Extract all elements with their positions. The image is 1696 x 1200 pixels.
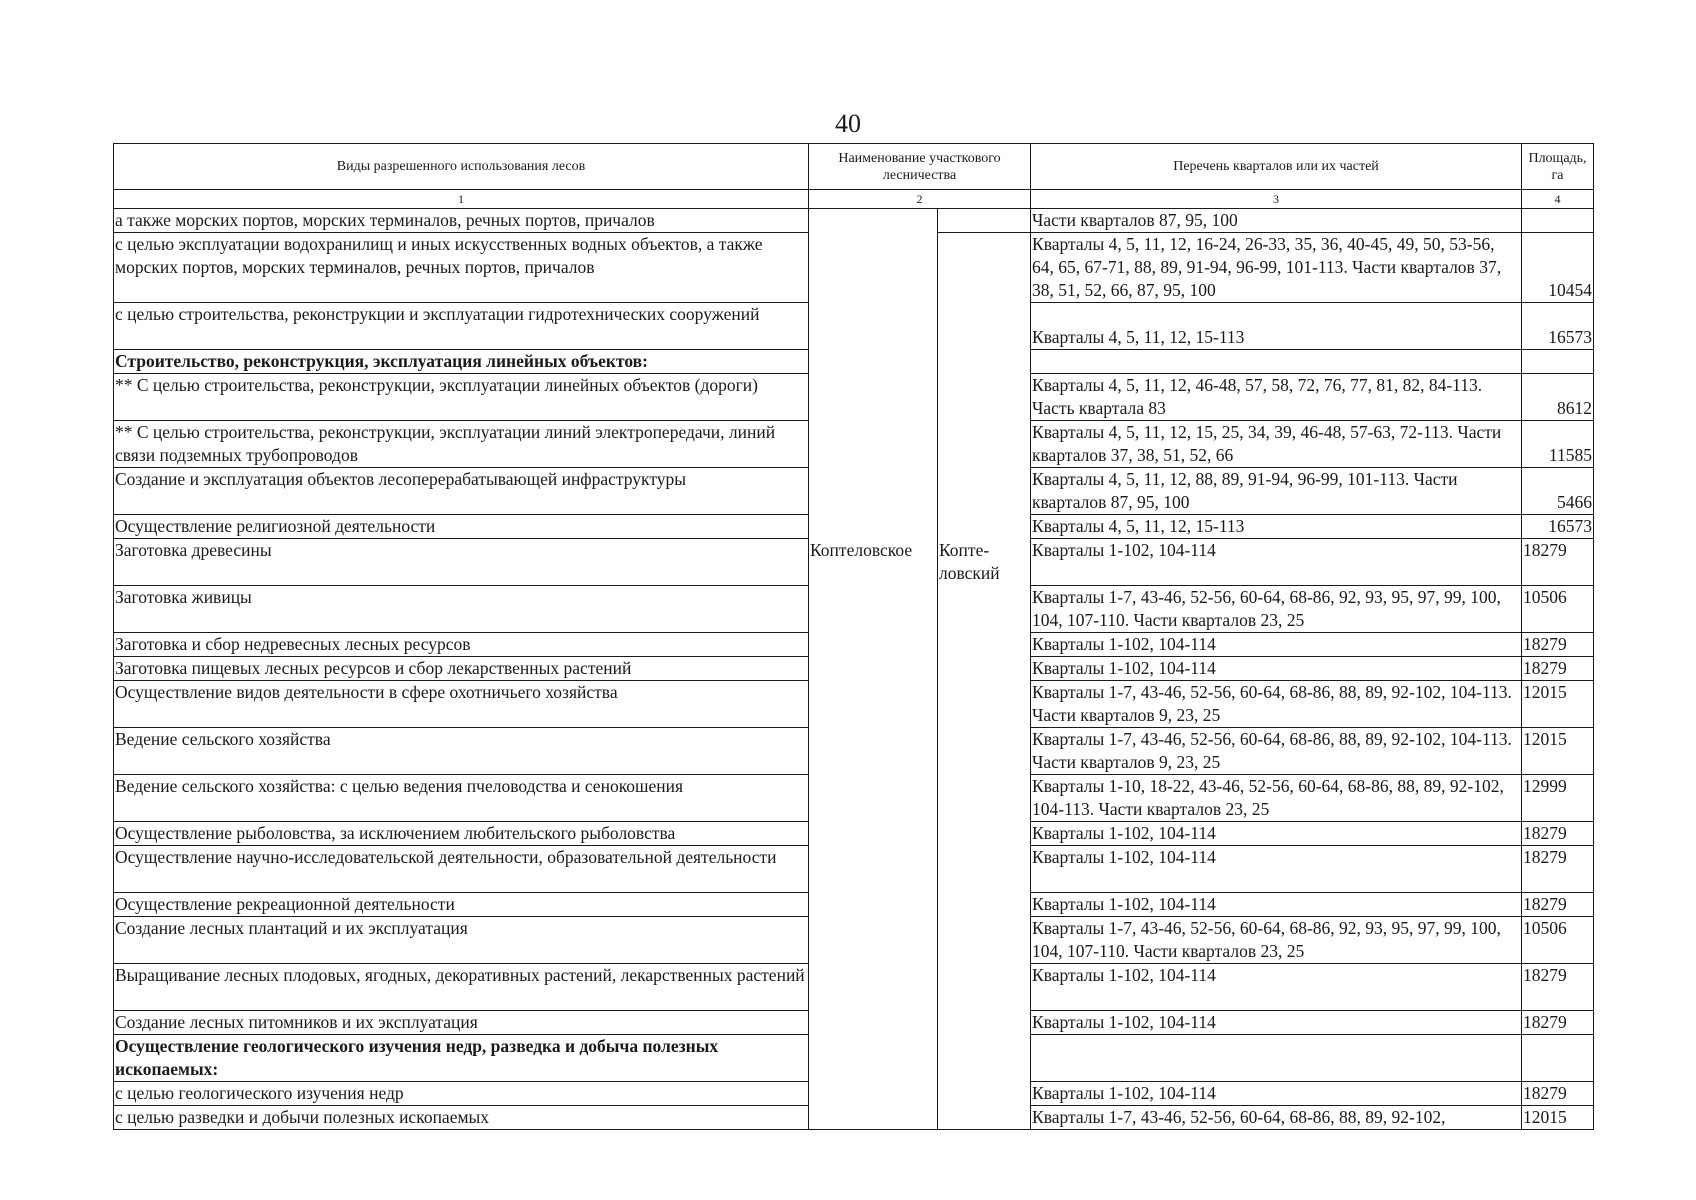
use-cell: ** С целью строительства, реконструкции, эксплуатации линейных объектов (дороги) [114, 374, 809, 421]
area-cell: 18279 [1522, 822, 1594, 846]
use-cell: Осуществление рекреационной деятельности [114, 893, 809, 917]
quarters-cell: Кварталы 1-7, 43-46, 52-56, 60-64, 68-86, 88, 89, 92-102, 104-113. Части кварталов 9, 23, 25 [1031, 728, 1522, 775]
quarters-cell: Кварталы 1-102, 104-114 [1031, 893, 1522, 917]
quarters-cell: Кварталы 1-102, 104-114 [1031, 633, 1522, 657]
quarters-cell [1031, 350, 1522, 374]
header-quarters-list: Перечень кварталов или их частей [1031, 144, 1522, 190]
area-cell: 8612 [1522, 374, 1594, 421]
area-cell: 10506 [1522, 917, 1594, 964]
area-cell: 12015 [1522, 728, 1594, 775]
use-cell: Выращивание лесных плодовых, ягодных, декоративных растений, лекарственных растений [114, 964, 809, 1011]
forestry-short-cell-upper [938, 233, 1031, 539]
quarters-cell: Кварталы 1-102, 104-114 [1031, 964, 1522, 1011]
area-cell: 16573 [1522, 515, 1594, 539]
area-cell: 18279 [1522, 964, 1594, 1011]
use-cell: Заготовка живицы [114, 586, 809, 633]
table-header-row [114, 144, 1594, 190]
quarters-cell: Кварталы 1-7, 43-46, 52-56, 60-64, 68-86, 88, 89, 92-102, [1031, 1106, 1522, 1130]
quarters-cell: Кварталы 1-7, 43-46, 52-56, 60-64, 68-86, 92, 93, 95, 97, 99, 100, 104, 107-110. Части кварталов 23, 25 [1031, 917, 1522, 964]
use-cell: Заготовка пищевых лесных ресурсов и сбор лекарственных растений [114, 657, 809, 681]
use-cell: а также морских портов, морских терминалов, речных портов, причалов [114, 209, 809, 233]
permitted-forest-use-table [113, 143, 1594, 1130]
area-cell: 18279 [1522, 657, 1594, 681]
forestry-short-cell-top [938, 209, 1031, 233]
column-number-1: 1 [114, 190, 809, 209]
area-cell [1522, 1035, 1594, 1082]
area-cell [1522, 350, 1594, 374]
quarters-cell: Кварталы 1-102, 104-114 [1031, 822, 1522, 846]
quarters-cell: Кварталы 1-102, 104-114 [1031, 657, 1522, 681]
use-cell-section-heading: Осуществление геологического изучения недр, разведка и добыча полезных ископаемых: [114, 1035, 809, 1082]
area-cell: 11585 [1522, 421, 1594, 468]
area-cell: 18279 [1522, 633, 1594, 657]
area-cell: 10506 [1522, 586, 1594, 633]
use-cell: Создание лесных питомников и их эксплуатация [114, 1011, 809, 1035]
quarters-cell: Кварталы 4, 5, 11, 12, 15-113 [1031, 515, 1522, 539]
quarters-cell: Части кварталов 87, 95, 100 [1031, 209, 1522, 233]
area-cell: 12015 [1522, 681, 1594, 728]
area-cell: 16573 [1522, 303, 1594, 350]
use-cell: Ведение сельского хозяйства: с целью ведения пчеловодства и сенокошения [114, 775, 809, 822]
use-cell: Осуществление научно-исследовательской деятельности, образовательной деятельности [114, 846, 809, 893]
area-cell: 12015 [1522, 1106, 1594, 1130]
use-cell: ** С целью строительства, реконструкции, эксплуатации линий электропередачи, линий связи подземных трубопроводов [114, 421, 809, 468]
use-cell: Осуществление рыболовства, за исключением любительского рыболовства [114, 822, 809, 846]
forestry-name-cell-upper [809, 209, 938, 539]
use-cell: Заготовка и сбор недревесных лесных ресурсов [114, 633, 809, 657]
table-row [114, 209, 1594, 233]
area-cell: 18279 [1522, 539, 1594, 586]
quarters-cell: Кварталы 1-7, 43-46, 52-56, 60-64, 68-86, 88, 89, 92-102, 104-113. Части кварталов 9, 23, 25 [1031, 681, 1522, 728]
area-cell: 10454 [1522, 233, 1594, 303]
header-forestry-name: Наименование участкового лесничества [809, 144, 1031, 190]
quarters-cell: Кварталы 4, 5, 11, 12, 15-113 [1031, 303, 1522, 350]
use-cell: Создание и эксплуатация объектов лесоперерабатывающей инфраструктуры [114, 468, 809, 515]
quarters-cell: Кварталы 4, 5, 11, 12, 88, 89, 91-94, 96-99, 101-113. Части кварталов 87, 95, 100 [1031, 468, 1522, 515]
use-cell: Ведение сельского хозяйства [114, 728, 809, 775]
use-cell: с целью эксплуатации водохранилищ и иных искусственных водных объектов, а также морских портов, морских терминалов, речных портов, причалов [114, 233, 809, 303]
quarters-cell: Кварталы 1-7, 43-46, 52-56, 60-64, 68-86, 92, 93, 95, 97, 99, 100, 104, 107-110. Части кварталов 23, 25 [1031, 586, 1522, 633]
header-area: Площадь, га [1522, 144, 1594, 190]
area-cell: 18279 [1522, 893, 1594, 917]
quarters-cell: Кварталы 1-10, 18-22, 43-46, 52-56, 60-64, 68-86, 88, 89, 92-102, 104-113. Части кварталов 23, 25 [1031, 775, 1522, 822]
quarters-cell: Кварталы 1-102, 104-114 [1031, 1082, 1522, 1106]
area-cell: 18279 [1522, 846, 1594, 893]
page-number: 40 [835, 109, 861, 138]
use-cell: с целью строительства, реконструкции и эксплуатации гидротехнических сооружений [114, 303, 809, 350]
quarters-cell: Кварталы 4, 5, 11, 12, 46-48, 57, 58, 72, 76, 77, 81, 82, 84-113. Часть квартала 83 [1031, 374, 1522, 421]
area-cell: 5466 [1522, 468, 1594, 515]
use-cell-section-heading: Строительство, реконструкция, эксплуатация линейных объектов: [114, 350, 809, 374]
forestry-name-cell: Коптеловское [809, 539, 938, 1130]
quarters-cell: Кварталы 4, 5, 11, 12, 16-24, 26-33, 35, 36, 40-45, 49, 50, 53-56, 64, 65, 67-71, 88, 89, 91-94, 96-99, 101-113. Части кварталов 37, 38, 51, 52, 66, 87, 95, 100 [1031, 233, 1522, 303]
use-cell: Осуществление религиозной деятельности [114, 515, 809, 539]
quarters-cell: Кварталы 1-102, 104-114 [1031, 846, 1522, 893]
area-cell: 18279 [1522, 1011, 1594, 1035]
quarters-cell [1031, 1035, 1522, 1082]
column-number-2: 2 [809, 190, 1031, 209]
table-row [114, 539, 1594, 586]
area-cell: 18279 [1522, 1082, 1594, 1106]
use-cell: Осуществление видов деятельности в сфере охотничьего хозяйства [114, 681, 809, 728]
quarters-cell: Кварталы 4, 5, 11, 12, 15, 25, 34, 39, 46-48, 57-63, 72-113. Части кварталов 37, 38, 51, 52, 66 [1031, 421, 1522, 468]
header-use-types: Виды разрешенного использования лесов [114, 144, 809, 190]
use-cell: с целью разведки и добычи полезных ископаемых [114, 1106, 809, 1130]
quarters-cell: Кварталы 1-102, 104-114 [1031, 1011, 1522, 1035]
use-cell: с целью геологического изучения недр [114, 1082, 809, 1106]
column-number-3: 3 [1031, 190, 1522, 209]
area-cell: 12999 [1522, 775, 1594, 822]
column-number-4: 4 [1522, 190, 1594, 209]
use-cell: Создание лесных плантаций и их эксплуатация [114, 917, 809, 964]
area-cell [1522, 209, 1594, 233]
forestry-short-cell: Копте-ловский [938, 539, 1031, 1130]
quarters-cell: Кварталы 1-102, 104-114 [1031, 539, 1522, 586]
use-cell: Заготовка древесины [114, 539, 809, 586]
table-column-numbers-row [114, 190, 1594, 209]
